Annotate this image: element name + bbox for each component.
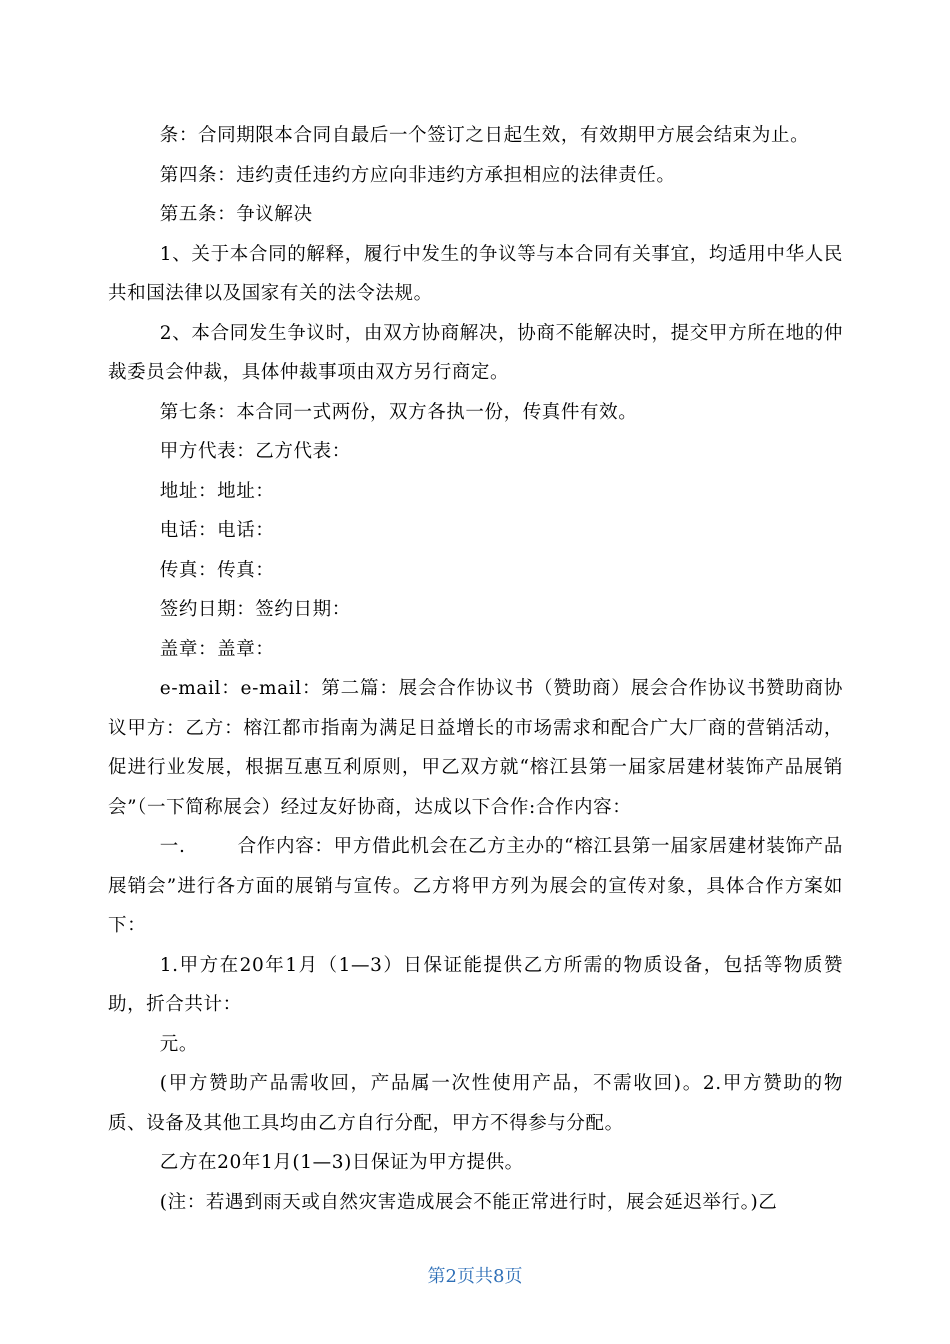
document-body: [108, 116, 843, 1222]
paragraph-yuan: 元。: [159, 1033, 198, 1055]
paragraph-item-2: (甲方赞助产品需收回，产品属一次性使用产品，不需收回)。2.甲方赞助的物质、设备及其他工具均由乙方自行分配，甲方不得参与分配。: [108, 1073, 843, 1134]
paragraph-party-b-provide: 乙方在20年1月(1—3)日保证为甲方提供。: [159, 1152, 524, 1173]
signature-fax: 传真：传真：: [159, 559, 275, 581]
cooperation-content-text: 合作内容：甲方借此机会在乙方主办的“榕江县第一届家居建材装饰产品展销会”进行各方面的展销与宣传。乙方将甲方列为展会的宣传对象，具体合作方案如下：: [108, 836, 843, 936]
paragraph-dispute-2: 2、本合同发生争议时，由双方协商解决，协商不能解决时，提交甲方所在地的仲裁委员会仲裁，具体仲裁事项由双方另行商定。: [108, 322, 843, 383]
paragraph-item-1: 1.甲方在20年1月（1—3）日保证能提供乙方所需的物质设备，包括等物质赞助，折合共计：: [108, 954, 843, 1015]
paragraph-contract-term: 条：合同期限本合同自最后一个签订之日起生效，有效期甲方展会结束为止。: [159, 125, 810, 146]
signature-phone: 电话：电话：: [159, 520, 275, 541]
signature-date: 签约日期：签约日期：: [159, 599, 351, 620]
signature-seal: 盖章：盖章：: [159, 638, 275, 660]
chapter-number: 一.: [159, 836, 186, 857]
signature-representative: 甲方代表：乙方代表：: [159, 441, 351, 462]
paragraph-dispute-1: 1、关于本合同的解释，履行中发生的争议等与本合同有关事宜，均适用中华人民共和国法律以及国家有关的法令法规。: [108, 243, 843, 304]
paragraph-article-4: 第四条：违约责任违约方应向非违约方承担相应的法律责任。: [159, 164, 676, 186]
paragraph-article-7: 第七条：本合同一式两份，双方各执一份，传真件有效。: [159, 401, 638, 423]
signature-address: 地址：地址：: [159, 480, 275, 502]
page-number-footer: 第2页共8页: [427, 1266, 523, 1287]
paragraph-note: (注：若遇到雨天或自然灾害造成展会不能正常进行时，展会延迟举行。)乙: [159, 1191, 778, 1213]
paragraph-cooperation-content: [108, 827, 843, 946]
paragraph-article-5: 第五条：争议解决: [159, 204, 313, 225]
paragraph-email-second-part: e-mail：e-mail：第二篇：展会合作协议书（赞助商）展会合作协议书赞助商协议甲方：乙方：榕江都市指南为满足日益增长的市场需求和配合广大厂商的营销活动，促进行业发展，根据互惠互利原则，甲乙双方就“榕江县第一届家居建材装饰产品展销会”（一下简称展会）经过友好协商，达成以下合作:合作内容：: [108, 678, 843, 818]
